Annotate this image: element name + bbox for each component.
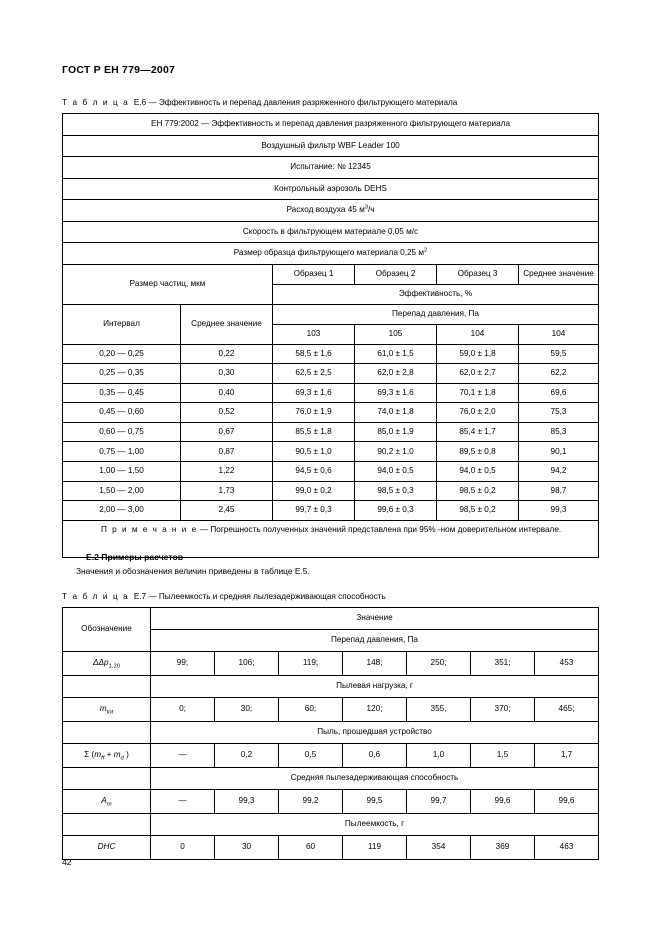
cell-interval: 0,20 — 0,25 xyxy=(63,344,181,364)
table-e7-caption-text: — Пылеемкость и средняя лылезадерживающая способность xyxy=(148,592,386,601)
cell-value: 369 xyxy=(471,836,535,860)
info-cell-test: Испытание: № 12345 xyxy=(63,157,599,179)
header-pressure-drop: Перепад давления, Па xyxy=(151,630,599,652)
table-row xyxy=(63,422,599,442)
symbol-sum-plus: + xyxy=(104,750,114,760)
table-row xyxy=(63,501,599,521)
empty-cell xyxy=(63,814,151,836)
symbol-m-tot-main: m xyxy=(99,704,107,714)
cell-average: 99,3 xyxy=(519,501,599,521)
cell-sample-1: 90,5 ± 1,0 xyxy=(273,442,355,462)
cell-average: 98,7 xyxy=(519,481,599,501)
table-row xyxy=(63,744,599,768)
row-symbol-a-m xyxy=(63,790,151,814)
cell-average: 69,6 xyxy=(519,383,599,403)
empty-cell xyxy=(63,722,151,744)
cell-sample-2: 69,3 ± 1,6 xyxy=(355,383,437,403)
cell-value: 106; xyxy=(215,652,279,676)
cell-sample-2: 98,5 ± 0,3 xyxy=(355,481,437,501)
table-e6-caption-label: Т а б л и ц а xyxy=(62,98,130,107)
table-band-row xyxy=(63,814,599,836)
header-interval: Интервал xyxy=(63,304,181,344)
table-row xyxy=(63,135,599,157)
header-pressure-sample-3: 104 xyxy=(437,324,519,344)
cell-sample-1: 62,5 ± 2,5 xyxy=(273,364,355,384)
cell-value: 119; xyxy=(279,652,343,676)
cell-sample-2: 62,0 ± 2,8 xyxy=(355,364,437,384)
cell-sample-2: 90,2 ± 1,0 xyxy=(355,442,437,462)
info-cell-aerosol: Контрольный аэрозоль DEHS xyxy=(63,178,599,200)
cell-value: 30 xyxy=(215,836,279,860)
page-number: 42 xyxy=(62,857,72,867)
cell-sample-2: 74,0 ± 1,8 xyxy=(355,403,437,423)
cell-value: 148; xyxy=(343,652,407,676)
cell-interval: 0,60 — 0,75 xyxy=(63,422,181,442)
cell-sample-2: 61,0 ± 1,5 xyxy=(355,344,437,364)
cell-sample-3: 70,1 ± 1,8 xyxy=(437,383,519,403)
cell-interval: 0,35 — 0,45 xyxy=(63,383,181,403)
symbol-m-tot-sub: tot xyxy=(106,710,114,717)
header-mean: Среднее значение xyxy=(181,304,273,344)
cell-value: 0,6 xyxy=(343,744,407,768)
cell-value: 30; xyxy=(215,698,279,722)
table-e7 xyxy=(62,607,599,860)
cell-value: 0,2 xyxy=(215,744,279,768)
cell-sample-1: 99,7 ± 0,3 xyxy=(273,501,355,521)
row-symbol-delta-p: ΔΔp$_{1,20}$ xyxy=(63,652,151,676)
cell-value: 1,0 xyxy=(407,744,471,768)
row-symbol-sum-m xyxy=(63,744,151,768)
empty-cell xyxy=(63,676,151,698)
table-row xyxy=(63,364,599,384)
header-pressure-sample-1: 103 xyxy=(273,324,355,344)
symbol-delta-p-main: Δp xyxy=(98,658,109,668)
note-label: П р и м е ч а н и е xyxy=(101,524,198,534)
header-pressure-mean: 104 xyxy=(519,324,599,344)
cell-value: 1,5 xyxy=(471,744,535,768)
cell-value: 119 xyxy=(343,836,407,860)
cell-value: 0 xyxy=(151,836,215,860)
table-band-row xyxy=(63,676,599,698)
cell-interval: 1,50 — 2,00 xyxy=(63,481,181,501)
cell-average: 75,3 xyxy=(519,403,599,423)
cell-interval: 0,45 — 0,60 xyxy=(63,403,181,423)
cell-sample-2: 99,6 ± 0,3 xyxy=(355,501,437,521)
cell-value: 370; xyxy=(471,698,535,722)
table-header-row xyxy=(63,608,599,630)
cell-value: 355, xyxy=(407,698,471,722)
table-e6-caption-text: — Эффективность и перепад давления разряженного фильтрующего материала xyxy=(148,98,458,107)
symbol-sum-sub1: ff xyxy=(101,756,105,763)
row-symbol-dhc xyxy=(63,836,151,860)
cell-value: 120; xyxy=(343,698,407,722)
header-pressure-sample-2: 105 xyxy=(355,324,437,344)
table-e6 xyxy=(62,113,599,558)
header-dust-load: Пылевая нагрузка, г xyxy=(151,676,599,698)
cell-value: — xyxy=(151,744,215,768)
table-row xyxy=(63,383,599,403)
table-row xyxy=(63,157,599,179)
table-row xyxy=(63,652,599,676)
cell-average: 85,3 xyxy=(519,422,599,442)
cell-average: 94,2 xyxy=(519,462,599,482)
table-row xyxy=(63,243,599,265)
header-sample-2: Образец 2 xyxy=(355,264,437,284)
table-row xyxy=(63,178,599,200)
row-symbol-m-tot xyxy=(63,698,151,722)
info-cell-standard: ЕН 779:2002 — Эффективность и перепад давления разряженного фильтрующего материала xyxy=(63,114,599,136)
cell-value: — xyxy=(151,790,215,814)
cell-value: 99,6 xyxy=(535,790,599,814)
cell-value: 0,5 xyxy=(279,744,343,768)
table-row xyxy=(63,442,599,462)
header-sample-3: Образец 3 xyxy=(437,264,519,284)
section-e2-heading: Е.2 Примеры расчетов xyxy=(86,552,183,562)
cell-average: 90,1 xyxy=(519,442,599,462)
cell-value: 465; xyxy=(535,698,599,722)
symbol-sum-m2: m xyxy=(113,750,121,760)
table-row xyxy=(63,481,599,501)
header-mean-value: Среднее значение xyxy=(519,264,599,284)
cell-mean: 0,30 xyxy=(181,364,273,384)
table-e7-caption-number: Е.7 xyxy=(133,592,147,601)
cell-mean: 0,87 xyxy=(181,442,273,462)
symbol-sum-m1: m xyxy=(94,750,102,760)
header-value: Значение xyxy=(151,608,599,630)
info-cell-airflow: Расход воздуха 45 $м^3/ч$ xyxy=(63,200,599,222)
table-header-row xyxy=(63,264,599,284)
table-row xyxy=(63,790,599,814)
table-row xyxy=(63,114,599,136)
cell-mean: 0,67 xyxy=(181,422,273,442)
header-efficiency: Эффективность, % xyxy=(273,284,599,304)
cell-interval: 0,75 — 1,00 xyxy=(63,442,181,462)
cell-sample-3: 85,4 ± 1,7 xyxy=(437,422,519,442)
symbol-dhc-main: DHC xyxy=(97,842,116,852)
header-dust-passed: Пыль, прошедшая устройство xyxy=(151,722,599,744)
cell-value: 99; xyxy=(151,652,215,676)
cell-value: 99,7 xyxy=(407,790,471,814)
cell-sample-3: 76,0 ± 2,0 xyxy=(437,403,519,423)
cell-average: 62,2 xyxy=(519,364,599,384)
table-row xyxy=(63,836,599,860)
cell-sample-1: 58,5 ± 1,6 xyxy=(273,344,355,364)
cell-value: 354 xyxy=(407,836,471,860)
cell-value: 60 xyxy=(279,836,343,860)
standard-number-header: ГОСТ Р ЕН 779—2007 xyxy=(62,64,176,76)
cell-interval: 2,00 — 3,00 xyxy=(63,501,181,521)
header-sample-1: Образец 1 xyxy=(273,264,355,284)
cell-interval: 1,00 — 1,50 xyxy=(63,462,181,482)
header-particle-size: Размер частиц, мкм xyxy=(63,264,273,304)
cell-sample-2: 94,0 ± 0,5 xyxy=(355,462,437,482)
info-cell-sample-size: Размер образца фильтрующего материала 0,25 $м^2$ xyxy=(63,243,599,265)
table-row xyxy=(63,221,599,243)
cell-value: 1,7 xyxy=(535,744,599,768)
info-cell-filter: Воздушный фильтр WBF Leader 100 xyxy=(63,135,599,157)
cell-value: 99,6 xyxy=(471,790,535,814)
table-row xyxy=(63,403,599,423)
header-dust-holding: Пылеемкость, г xyxy=(151,814,599,836)
header-mean-arrestance: Средняя пылезадерживающая способность xyxy=(151,768,599,790)
cell-sample-3: 94,0 ± 0,5 xyxy=(437,462,519,482)
cell-sample-3: 98,5 ± 0,2 xyxy=(437,481,519,501)
cell-mean: 1,73 xyxy=(181,481,273,501)
cell-sample-1: 69,3 ± 1,6 xyxy=(273,383,355,403)
cell-value: 453 xyxy=(535,652,599,676)
header-designation: Обозначение xyxy=(63,608,151,652)
table-row xyxy=(63,462,599,482)
cell-sample-1: 85,5 ± 1,8 xyxy=(273,422,355,442)
cell-value: 351; xyxy=(471,652,535,676)
cell-value: 60; xyxy=(279,698,343,722)
cell-sample-1: 94,5 ± 0,6 xyxy=(273,462,355,482)
symbol-sum-prefix: Σ ( xyxy=(84,750,95,760)
cell-value: 250; xyxy=(407,652,471,676)
table-header-row xyxy=(63,304,599,324)
note-text: — Погрешность полученных значений представлена при 95% -ном доверительном интервале. xyxy=(199,524,562,534)
cell-mean: 1,22 xyxy=(181,462,273,482)
empty-cell xyxy=(63,768,151,790)
cell-mean: 0,40 xyxy=(181,383,273,403)
table-band-row xyxy=(63,722,599,744)
cell-sample-1: 76,0 ± 1,9 xyxy=(273,403,355,423)
table-e7-caption xyxy=(62,592,386,601)
cell-value: 99,5 xyxy=(343,790,407,814)
cell-average: 59,5 xyxy=(519,344,599,364)
cell-sample-3: 59,0 ± 1,8 xyxy=(437,344,519,364)
symbol-a-m-sub: m xyxy=(106,802,112,809)
cell-value: 99,2 xyxy=(279,790,343,814)
cell-mean: 0,22 xyxy=(181,344,273,364)
table-row xyxy=(63,344,599,364)
cell-sample-2: 85,0 ± 1,9 xyxy=(355,422,437,442)
cell-sample-1: 99,0 ± 0,2 xyxy=(273,481,355,501)
cell-value: 463 xyxy=(535,836,599,860)
table-band-row xyxy=(63,768,599,790)
cell-mean: 0,52 xyxy=(181,403,273,423)
symbol-delta-p-sub: 1,20 xyxy=(108,664,120,671)
symbol-sum-sub2: d xyxy=(120,756,124,763)
symbol-sum-suffix: ) xyxy=(123,750,129,760)
cell-value: 99,3 xyxy=(215,790,279,814)
cell-sample-3: 62,0 ± 2,7 xyxy=(437,364,519,384)
table-e7-caption-label: Т а б л и ц а xyxy=(62,592,130,601)
table-row xyxy=(63,200,599,222)
cell-value: 0; xyxy=(151,698,215,722)
header-pressure-drop: Перепад давления, Па xyxy=(273,304,599,324)
info-cell-velocity: Скорость в фильтрующем материале 0,05 м/с xyxy=(63,221,599,243)
cell-interval: 0,25 — 0,35 xyxy=(63,364,181,384)
section-e2-body: Значения и обозначения величин приведены в таблице Е.5. xyxy=(76,566,310,576)
table-e6-caption-number: Е.6 xyxy=(133,98,147,107)
table-e6-caption xyxy=(62,98,457,107)
cell-sample-3: 89,5 ± 0,8 xyxy=(437,442,519,462)
cell-mean: 2,45 xyxy=(181,501,273,521)
symbol-a-m-main: A xyxy=(101,796,107,806)
table-row xyxy=(63,698,599,722)
cell-sample-3: 98,5 ± 0,2 xyxy=(437,501,519,521)
